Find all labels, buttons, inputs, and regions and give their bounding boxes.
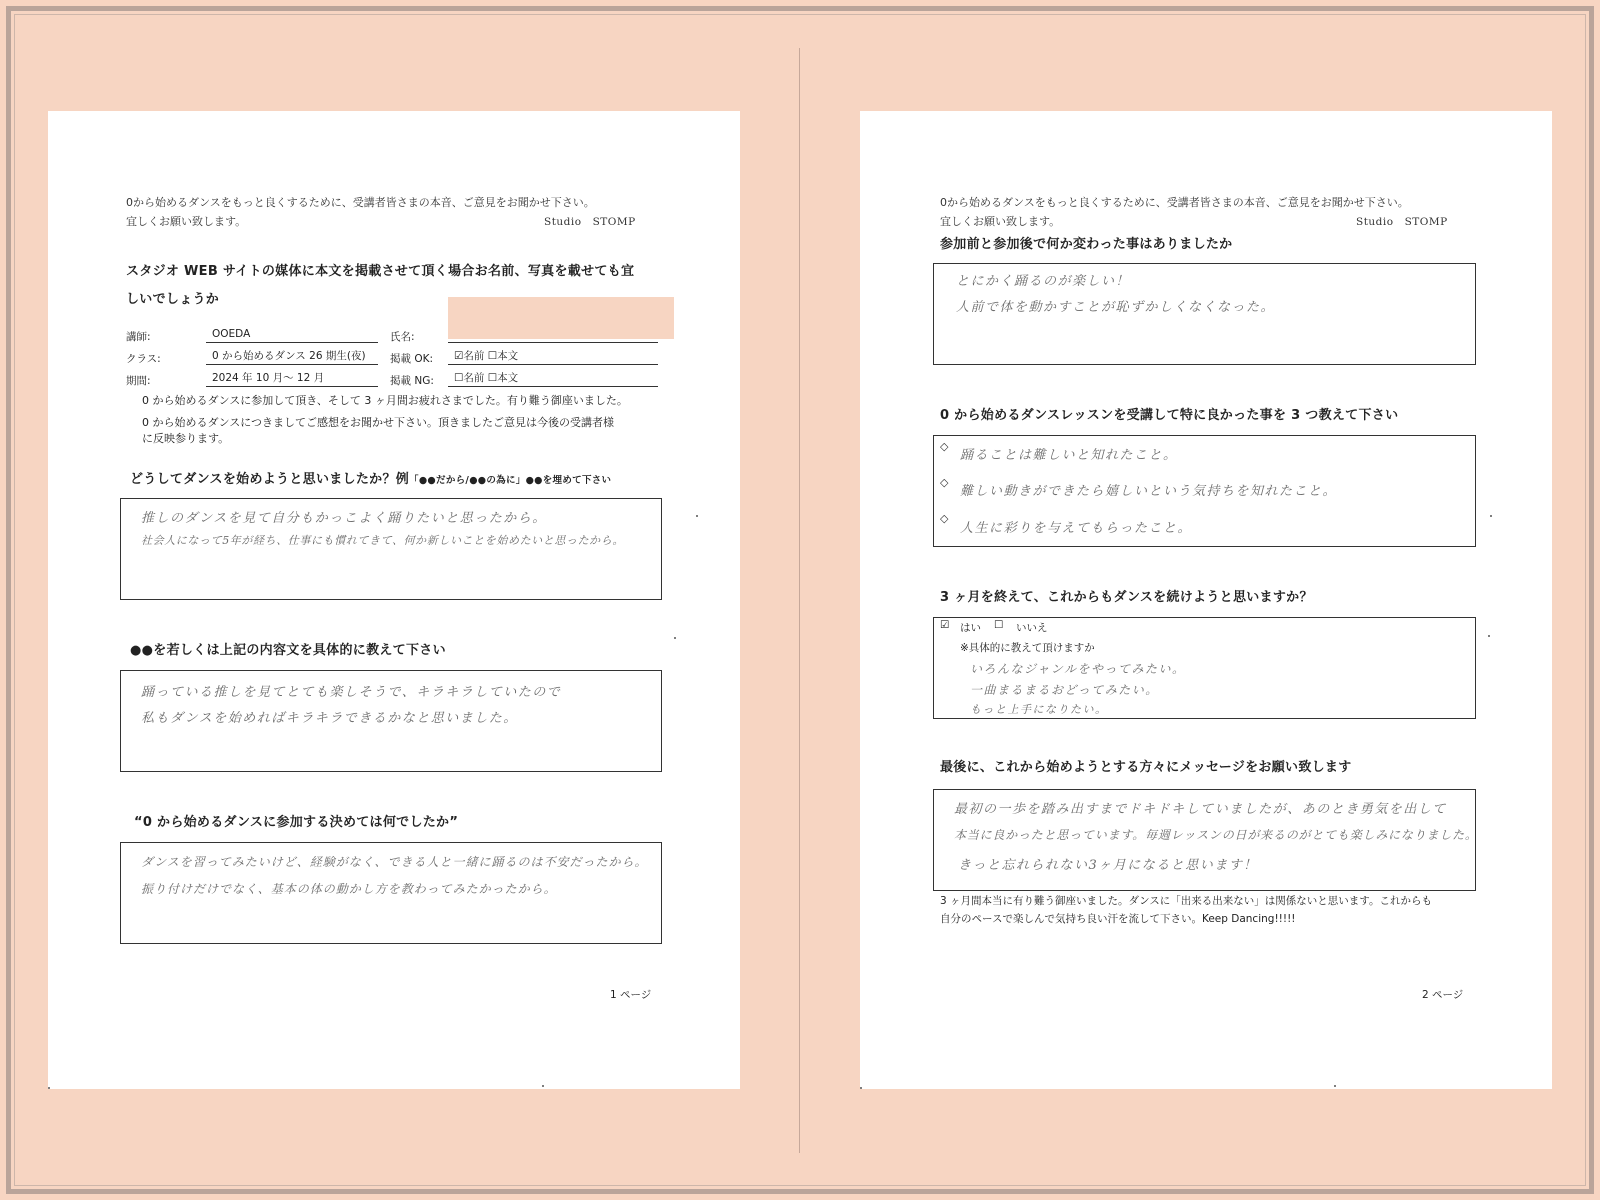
diamond-bullet-icon: ◇ (940, 512, 949, 525)
class-field[interactable]: 0 から始めるダンス 26 期生(夜) (206, 349, 378, 365)
scan-speck (48, 1087, 50, 1089)
answer-2-line-2: 私もダンスを始めればキラキラできるかなと思いました。 (141, 711, 518, 726)
scan-speck (542, 1085, 544, 1087)
publish-ok-field[interactable]: ☑名前 ☐本文 (448, 349, 658, 365)
question-1-text: どうしてダンスを始めようと思いましたか？例 (130, 472, 410, 487)
answer-box-5[interactable] (933, 435, 1476, 547)
answer-box-2[interactable] (120, 670, 662, 772)
answer-1-line-2: 社会人になって5年が経ち、仕事にも慣れてきて、何か新しいことを始めたいと思ったから。 (141, 534, 624, 547)
question-5-title: 0 から始めるダンスレッスンを受講して特に良かった事を 3 つ教えて下さい (940, 408, 1399, 423)
answer-4-line-2: 人前で体を動かすことが恥ずかしくなくなった。 (956, 300, 1276, 315)
publish-ng-label: 掲載 NG: (390, 375, 434, 387)
question-3-title: “0 から始めるダンスに参加する決めては何でしたか” (134, 815, 459, 830)
no-checkbox-icon[interactable]: ☐ (994, 619, 1004, 631)
period-label: 期間: (126, 375, 151, 387)
answer-1-line-1: 推しのダンスを見て自分もかっこよく踊りたいと思ったから。 (141, 511, 547, 526)
answer-3-line-2: 振り付けだけでなく、基本の体の動かし方を教わってみたかったから。 (141, 882, 557, 896)
answer-5-bullet-2: 難しい動きができたら嬉しいという気持ちを知れたこと。 (960, 484, 1338, 499)
thanks-line: 0 から始めるダンスに参加して頂き、そして 3 ヶ月間お疲れさまでした。有り難う御座いました。 (142, 394, 628, 407)
question-1-title (130, 468, 611, 487)
answer-7-line-2: 本当に良かったと思っています。毎週レッスンの日が来るのがとても楽しみになりました。 (954, 828, 1478, 842)
yes-option-label: はい (960, 622, 981, 634)
page-number-1: 1 ページ (610, 989, 652, 1001)
answer-box-4[interactable] (933, 263, 1476, 365)
answer-5-bullet-1: 踊ることは難しいと知れたこと。 (960, 448, 1178, 463)
scan-speck (1490, 515, 1492, 517)
publish-ng-field[interactable]: ☐名前 ☐本文 (448, 371, 658, 387)
answer-2-line-1: 踊っている推しを見てとても楽しそうで、キラキラしていたので (141, 685, 562, 700)
center-divider (799, 48, 800, 1153)
instructor-label: 講師: (126, 331, 151, 343)
class-label: クラス: (126, 353, 161, 365)
feedback-line-2: に反映参ります。 (142, 432, 230, 445)
closing-line-1: 3 ヶ月間本当に有り難う御座いました。ダンスに「出来る出来ない」は関係ないと思います。これからも (940, 895, 1432, 907)
answer-6-line-1: いろんなジャンルをやってみたい。 (970, 662, 1186, 676)
intro-line-2: 宜しくお願い致します。 (940, 215, 1061, 228)
answer-box-6[interactable] (933, 617, 1476, 719)
answer-box-1[interactable] (120, 498, 662, 600)
diamond-bullet-icon: ◇ (940, 440, 949, 453)
answer-6-line-3: もっと上手になりたい。 (970, 703, 1108, 716)
scan-speck (1488, 635, 1490, 637)
scan-speck (674, 637, 676, 639)
question-7-title: 最後に、これから始めようとする方々にメッセージをお願い致します (940, 760, 1352, 775)
yes-checkbox-icon[interactable]: ☑ (940, 619, 950, 631)
question-2-title: ●●を若しくは上記の内容文を具体的に教えて下さい (130, 643, 446, 658)
answer-3-line-1: ダンスを習ってみたいけど、経験がなく、できる人と一緒に踊るのは不安だったから。 (141, 855, 648, 869)
question-4-title: 参加前と参加後で何か変わった事はありましたか (940, 237, 1233, 252)
answer-5-bullet-3: 人生に彩りを与えてもらったこと。 (960, 521, 1193, 536)
scan-speck (1334, 1085, 1336, 1087)
answer-7-line-3: きっと忘れられない3ヶ月になると思います！ (958, 858, 1258, 873)
studio-name: Studio STOMP (1356, 216, 1448, 228)
consent-title-line-2: しいでしょうか (126, 292, 220, 307)
period-field[interactable]: 2024 年 10 月～ 12 月 (206, 371, 378, 387)
question-6-title: 3 ヶ月を終えて、これからもダンスを続けようと思いますか？ (940, 590, 1313, 605)
closing-line-2: 自分のペースで楽しんで気持ち良い汗を流して下さい。Keep Dancing!!!!! (940, 913, 1296, 925)
name-label: 氏名: (390, 331, 415, 343)
answer-4-line-1: とにかく踊るのが楽しい！ (956, 274, 1131, 289)
scan-speck (696, 515, 698, 517)
publish-ok-label: 掲載 OK: (390, 353, 434, 365)
answer-box-7[interactable] (933, 789, 1476, 891)
no-option-label: いいえ (1016, 622, 1048, 634)
name-field[interactable] (448, 327, 658, 343)
answer-6-line-2: 一曲まるまるおどってみたい。 (970, 683, 1159, 697)
intro-line-1: 0から始めるダンスをもっと良くするために、受講者皆さまの本音、ご意見をお聞かせ下さい。 (126, 196, 595, 209)
diamond-bullet-icon: ◇ (940, 476, 949, 489)
survey-page-2 (860, 111, 1552, 1089)
question-1-example: 「●●だから/●●の為に」●●を埋めて下さい (409, 475, 612, 486)
intro-line-1: 0から始めるダンスをもっと良くするために、受講者皆さまの本音、ご意見をお聞かせ下さい。 (940, 196, 1409, 209)
scan-speck (860, 1087, 862, 1089)
survey-page-1 (48, 111, 740, 1089)
consent-title-line-1: スタジオ WEB サイトの媒体に本文を掲載させて頂く場合お名前、写真を載せても宜 (126, 264, 635, 279)
instructor-field[interactable]: OOEDA (206, 327, 378, 343)
studio-name: Studio STOMP (544, 216, 636, 228)
feedback-line-1: 0 から始めるダンスにつきましてご感想をお聞かせ下さい。頂きましたご意見は今後の受講者様 (142, 416, 615, 429)
details-prompt: ※具体的に教えて頂けますか (960, 642, 1095, 654)
intro-line-2: 宜しくお願い致します。 (126, 215, 247, 228)
page-number-2: 2 ページ (1422, 989, 1464, 1001)
answer-box-3[interactable] (120, 842, 662, 944)
answer-7-line-1: 最初の一歩を踏み出すまでドキドキしていましたが、あのとき勇気を出して (954, 802, 1447, 817)
